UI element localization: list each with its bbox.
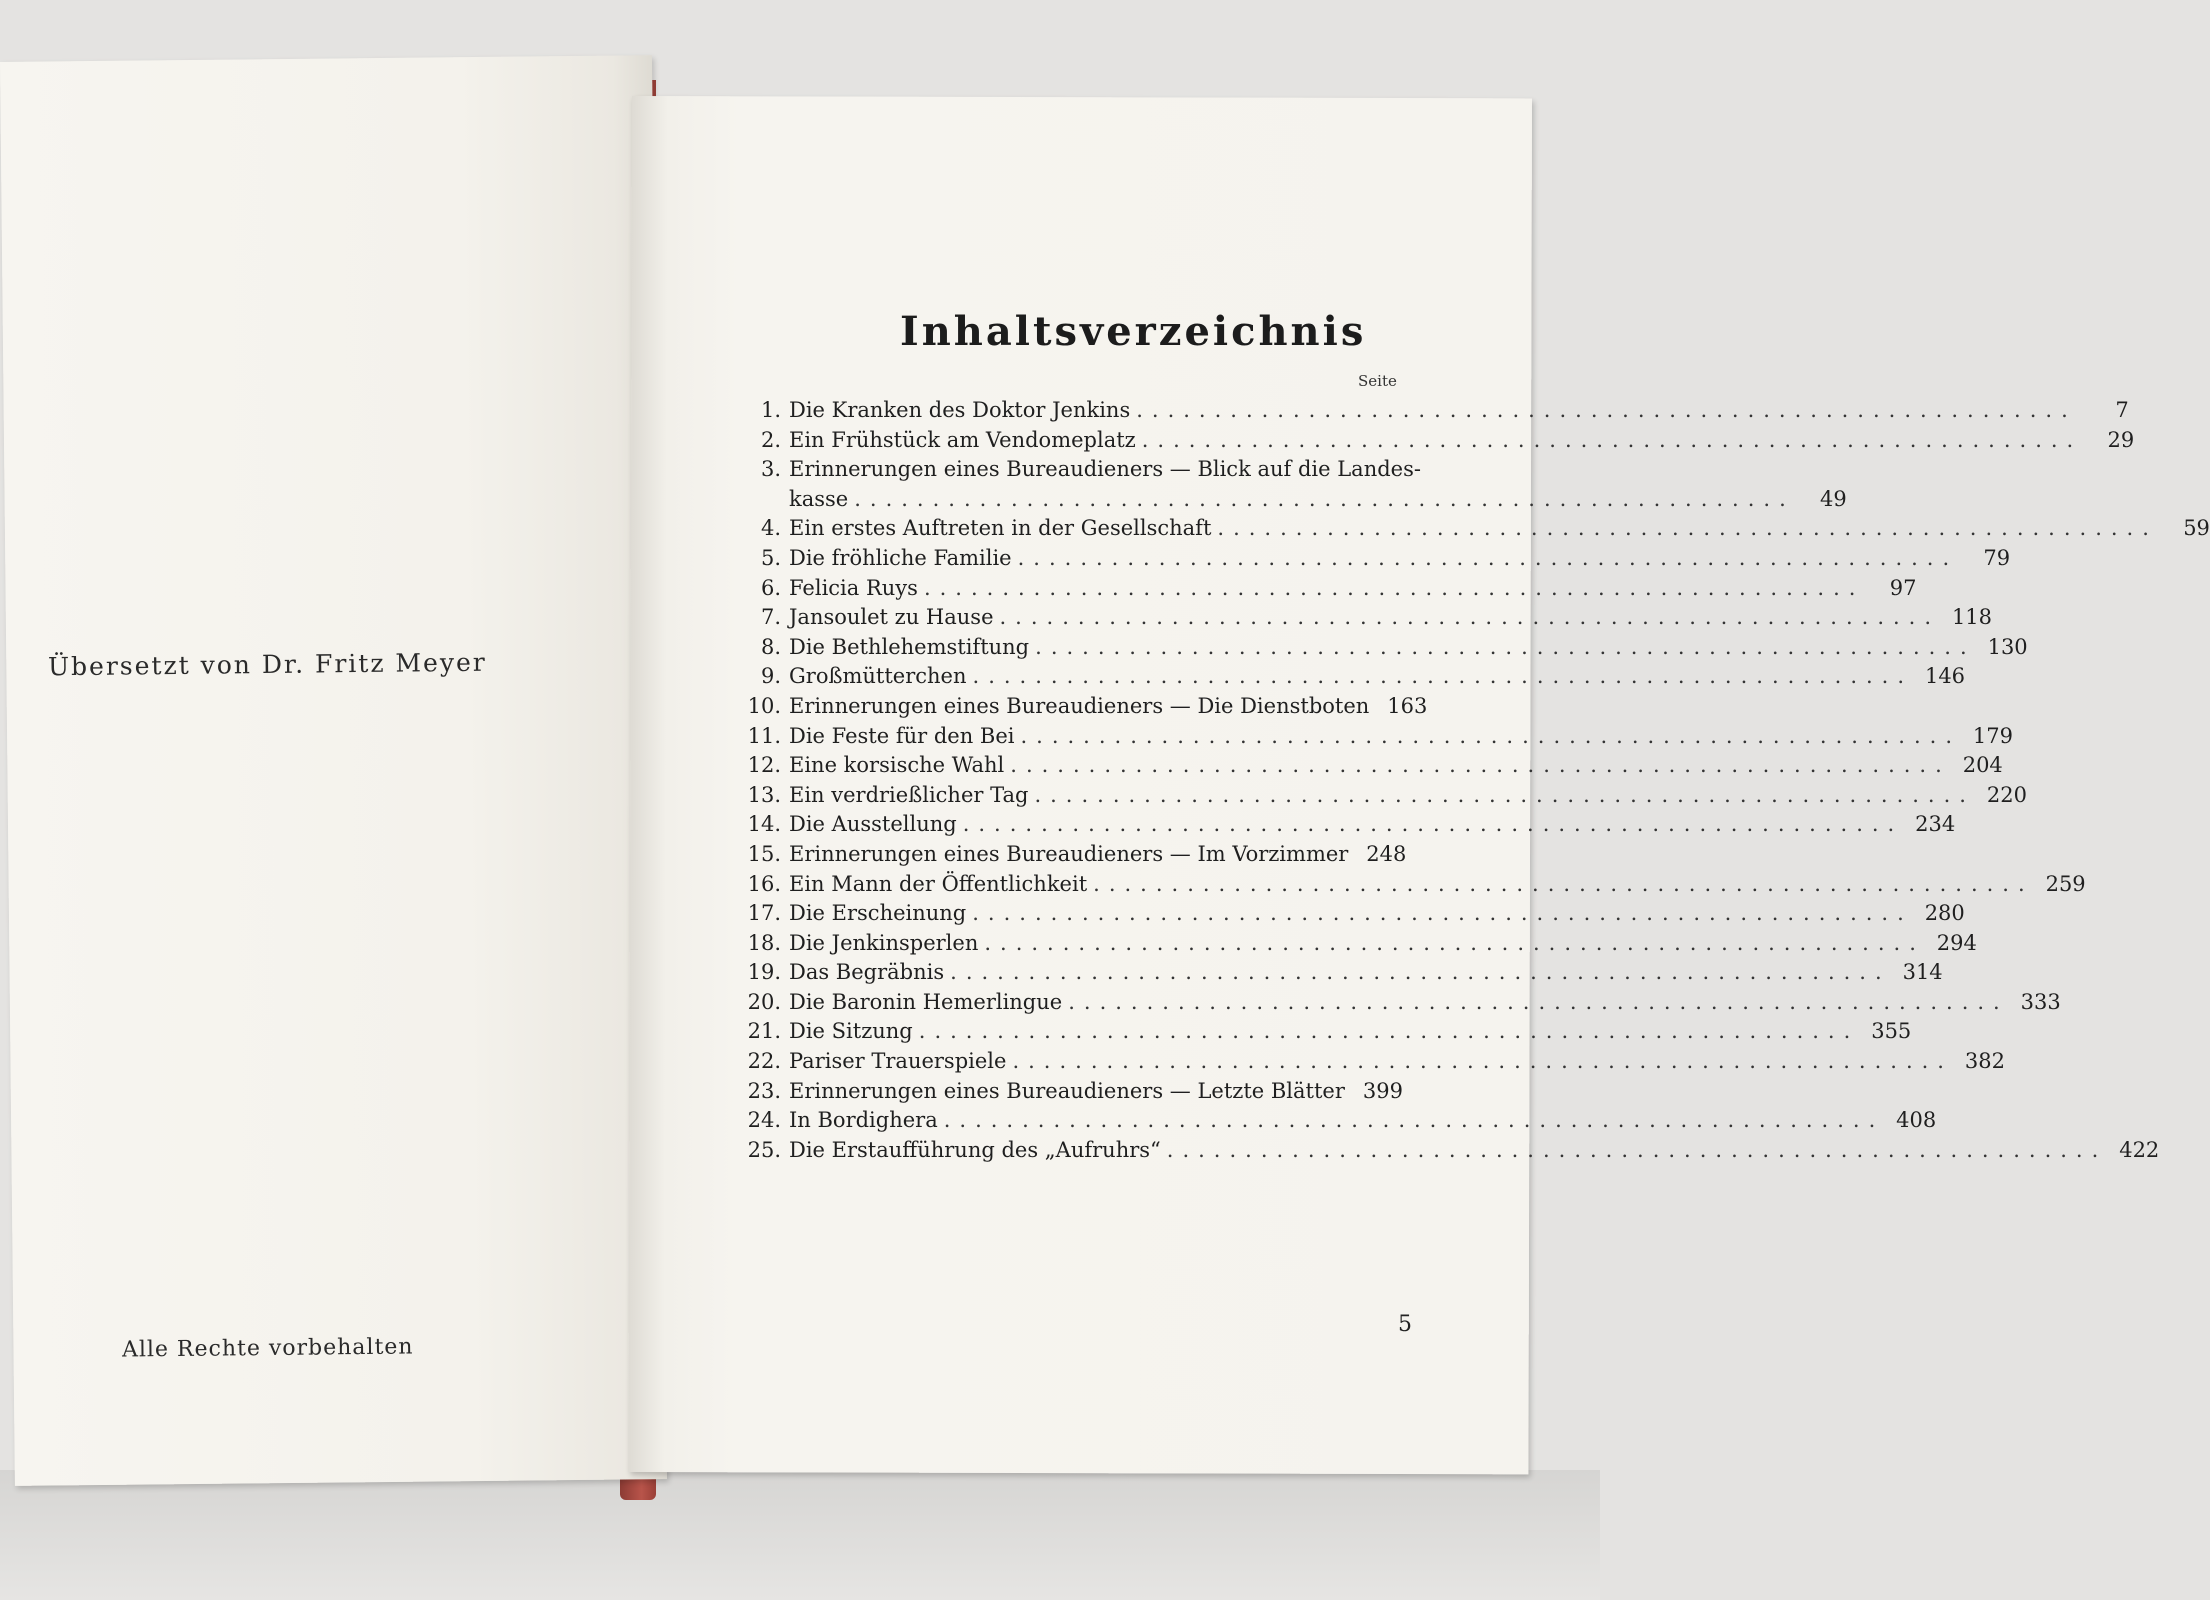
page-number: 5: [1398, 1312, 1412, 1337]
toc-dot-leader: ............................................................: [854, 486, 1795, 511]
toc-dot-leader: ............................................................: [1020, 723, 1962, 748]
toc-dot-leader: ............................................................: [984, 930, 1925, 955]
toc-title: Inhaltsverzeichnis: [900, 308, 1367, 355]
toc-entry-number: 9.: [760, 664, 781, 689]
toc-entry-title: Die fröhliche Familie: [789, 545, 1012, 570]
toc-entry-page: 399: [1362, 1078, 1403, 1103]
toc-entry-title: Ein verdrießlicher Tag: [789, 782, 1029, 807]
toc-entry: [735, 455, 1421, 485]
toc-entry-page: 163: [1387, 693, 1428, 718]
toc-entry-title: Erinnerungen eines Bureaudieners — Blick auf die Landes-: [789, 457, 1421, 482]
toc-entry-page: 382: [1964, 1049, 2005, 1074]
toc-entry-page: 220: [1986, 782, 2027, 807]
toc-dot-leader: ............................................................: [972, 664, 1914, 689]
toc-entry-title: Großmütterchen: [789, 664, 967, 689]
toc-dot-leader: ............................................................: [1012, 1049, 1953, 1074]
toc-entry-title: Erinnerungen eines Bureaudieners — Im Vorzimmer: [789, 841, 1349, 866]
toc-entry-title: Felicia Ruys: [789, 575, 918, 600]
toc-entry-title: Ein Mann der Öffentlichkeit: [789, 871, 1088, 896]
toc-entry-page: 204: [1962, 753, 2003, 778]
toc-entry: [735, 396, 2129, 426]
toc-entry-title: Erinnerungen eines Bureaudieners — Die Dienstboten: [789, 693, 1370, 718]
toc-entry: [735, 810, 1956, 840]
toc-entry: [735, 929, 1977, 959]
toc-dot-leader: ............................................................: [950, 960, 1891, 985]
toc-entry-number: 24.: [747, 1108, 781, 1133]
toc-entry-number: 10.: [747, 693, 781, 718]
toc-dot-leader: ............................................................: [943, 1108, 1885, 1133]
toc-entry-page: 49: [1820, 486, 1847, 511]
toc-entry: [735, 1077, 1403, 1107]
toc-entry-title: kasse: [789, 486, 849, 511]
toc-entry-page: 248: [1366, 841, 1407, 866]
toc-entry-page: 333: [2020, 989, 2061, 1014]
toc-entry: [735, 633, 2028, 663]
toc-entry-page: 79: [1983, 545, 2011, 570]
toc-entry-number: 12.: [747, 753, 781, 778]
toc-entry-number: 19.: [747, 960, 781, 985]
toc-entry-title: Die Baronin Hemerlingue: [789, 989, 1063, 1014]
toc-entry: [735, 722, 2014, 752]
toc-dot-leader: ............................................................: [1034, 782, 1975, 807]
toc-dot-leader: ............................................................: [1035, 634, 1976, 659]
toc-dot-leader: ............................................................: [972, 901, 1913, 926]
toc-entry-page: 146: [1924, 664, 1966, 689]
toc-entry-page: 7: [2115, 398, 2129, 422]
toc-entry-number: 15.: [747, 841, 781, 866]
toc-entry-title: Die Sitzung: [789, 1019, 913, 1044]
toc-entry-number: 17.: [747, 901, 781, 926]
toc-entry-page: 355: [1871, 1019, 1912, 1044]
toc-entry-page: 408: [1896, 1108, 1937, 1133]
toc-entry-title: Die Ausstellung: [789, 812, 957, 837]
toc-entry-page: 118: [1951, 605, 1993, 630]
page-column-header: Seite: [1358, 372, 1397, 390]
toc-entry: [735, 574, 1917, 604]
toc-entry-title: Die Erscheinung: [789, 901, 967, 926]
toc-entry-number: 3.: [760, 457, 781, 482]
toc-entry: [735, 603, 1993, 633]
toc-entry: [735, 485, 1847, 515]
toc-entry-title: Die Kranken des Doktor Jenkins: [789, 398, 1131, 422]
toc-entry-page: 59: [2183, 516, 2210, 541]
toc-entry-number: 7.: [760, 605, 781, 630]
toc-dot-leader: ............................................................: [918, 1019, 1860, 1044]
toc-entry: [735, 426, 2135, 456]
toc-dot-leader: ............................................................: [1068, 989, 2009, 1014]
toc-entry-number: 22.: [747, 1049, 781, 1074]
toc-entry-number: 21.: [747, 1019, 781, 1044]
toc-dot-leader: ............................................................: [1010, 753, 1951, 778]
toc-entry-page: 259: [2045, 871, 2086, 896]
toc-entry-title: Die Bethlehemstiftung: [789, 634, 1030, 659]
toc-entry: [735, 988, 2061, 1018]
toc-dot-leader: ............................................................: [1136, 398, 2077, 422]
toc-entry: [735, 1047, 2005, 1077]
toc-entry: [735, 514, 2210, 544]
left-page: [0, 55, 667, 1486]
rights-notice: Alle Rechte vorbehalten: [121, 1334, 414, 1363]
toc-entry-number: 4.: [760, 516, 781, 541]
toc-entry-number: 20.: [747, 989, 781, 1014]
toc-entry-page: 29: [2107, 427, 2135, 452]
toc-entry: [735, 751, 2003, 781]
toc-entry-page: 422: [2119, 1137, 2160, 1162]
toc-entry-number: 1.: [760, 398, 781, 422]
toc-entry-page: 130: [1987, 634, 2028, 659]
toc-entry-number: 11.: [747, 723, 781, 748]
toc-dot-leader: ............................................................: [923, 575, 1865, 600]
toc-entry-number: 14.: [747, 812, 781, 837]
toc-entry-number: 6.: [760, 575, 781, 600]
toc-entry-title: Erinnerungen eines Bureaudieners — Letzte Blätter: [789, 1078, 1345, 1103]
toc-entry: [735, 870, 2086, 900]
table-of-contents: [735, 396, 2210, 1165]
toc-dot-leader: ............................................................: [1093, 871, 2034, 896]
toc-entry-title: Ein erstes Auftreten in der Gesellschaft: [789, 516, 1212, 541]
toc-entry: [735, 958, 1943, 988]
toc-entry-number: 16.: [747, 871, 781, 896]
toc-entry-title: Die Jenkinsperlen: [789, 930, 979, 955]
toc-entry-number: 13.: [747, 782, 781, 807]
toc-entry-page: 314: [1902, 960, 1943, 985]
toc-entry-title: Pariser Trauerspiele: [789, 1049, 1007, 1074]
toc-entry: [735, 544, 2011, 574]
toc-entry-title: Das Begräbnis: [789, 960, 945, 985]
toc-entry-page: 179: [1972, 723, 2014, 748]
toc-dot-leader: ............................................................: [999, 605, 1941, 630]
toc-entry-title: Jansoulet zu Hause: [789, 605, 994, 630]
toc-entry-title: Die Feste für den Bei: [789, 723, 1015, 748]
toc-dot-leader: ............................................................: [1217, 516, 2158, 541]
toc-entry-number: 18.: [747, 930, 781, 955]
toc-entry: [735, 840, 1407, 870]
toc-entry-title: Eine korsische Wahl: [789, 753, 1005, 778]
toc-entry: [735, 1106, 1937, 1136]
toc-entry: [735, 899, 1965, 929]
toc-entry-title: In Bordighera: [789, 1108, 938, 1133]
toc-entry-page: 97: [1889, 575, 1917, 600]
translator-credit: Übersetzt von Dr. Fritz Meyer: [47, 647, 487, 682]
toc-entry: [735, 781, 2027, 811]
toc-entry: [735, 692, 1428, 722]
toc-dot-leader: ............................................................: [962, 812, 1904, 837]
toc-entry-page: 234: [1915, 812, 1956, 837]
toc-entry-number: 5.: [760, 545, 781, 570]
toc-entry-page: 294: [1936, 930, 1977, 955]
toc-entry-page: 280: [1924, 901, 1965, 926]
toc-entry-number: 25.: [747, 1137, 781, 1162]
toc-entry-number: 23.: [747, 1078, 781, 1103]
toc-entry-number: 2.: [760, 427, 781, 452]
toc-entry: [735, 1136, 2160, 1166]
toc-dot-leader: ............................................................: [1017, 545, 1959, 570]
table-surface: [0, 1470, 1600, 1600]
toc-entry: [735, 1017, 1912, 1047]
toc-entry-number: 8.: [760, 634, 781, 659]
toc-entry-title: Ein Frühstück am Vendomeplatz: [789, 427, 1136, 452]
toc-entry: [735, 662, 1966, 692]
toc-dot-leader: ............................................................: [1166, 1137, 2108, 1162]
toc-entry-title: Die Erstaufführung des „Aufruhrs“: [789, 1137, 1161, 1162]
toc-dot-leader: ............................................................: [1141, 427, 2083, 452]
